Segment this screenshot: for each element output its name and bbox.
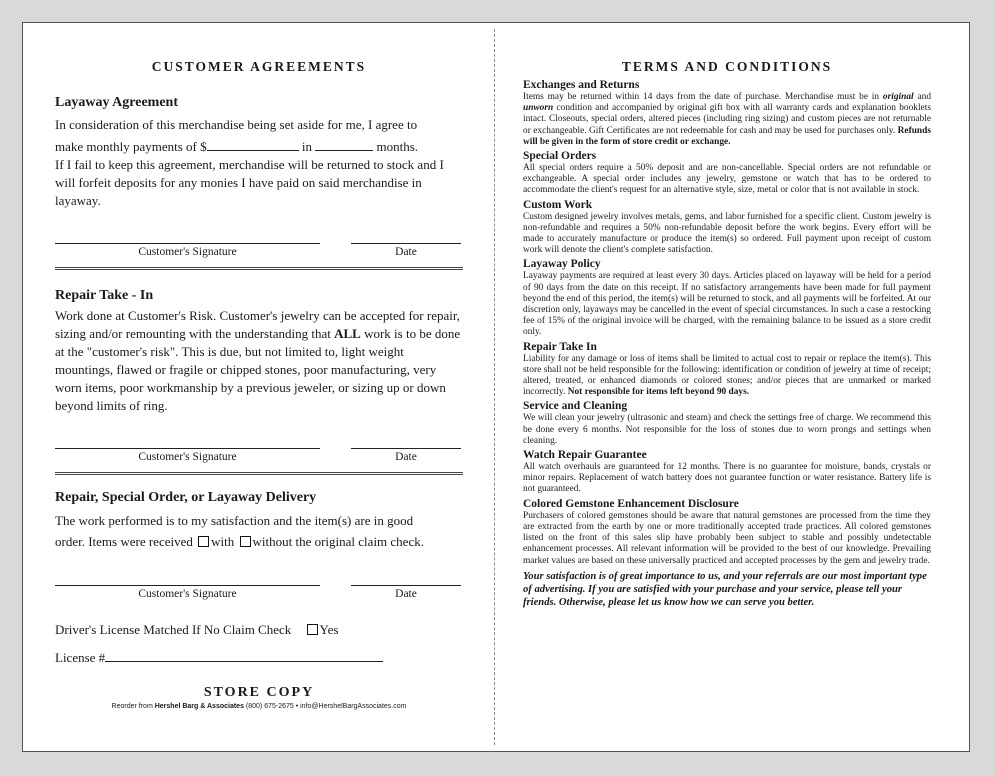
repair-signature-line[interactable] [55,448,320,449]
service-cleaning-section [523,400,931,447]
delivery-signature-row [55,585,463,607]
delivery-heading: Repair, Special Order, or Layaway Delivery [55,490,317,505]
special-orders-section [523,150,931,197]
layaway-agreement-text: In consideration of this merchandise being set aside for me, I agree to make monthly payments of $ in months. If I fail to keep this agreement, merchandise will be returned to stock and I will forfeit deposits for any monies I have paid on said merchandise in layaway. [55,117,444,208]
layaway-signature-row [55,243,463,265]
service-cleaning-heading: Service and Cleaning [523,400,628,413]
terms-and-conditions-column [523,59,931,609]
store-copy-label: STORE COPY [203,685,315,700]
repair-take-in-text: Work done at Customer's Risk. Customer's jewelry can be accepted for repair, sizing and/or remounting with the understanding that ALL work is to be done at the "customer's risk". This is due, but not limited to, light weight mountings, flawed or fragile or chipped stones, poor manufacturing, very worn items, poor workmanship by a previous jeweler, or sizing up or down beyond limits of ring. [55,308,461,413]
custom-work-text: Custom designed jewelry involves metals, gems, and labor furnished for a specific client. Custom jewelry is non-refundable and requires a 50% non-refundable deposit before the work begins. Every effort will be made to accurately manufacture or produce the item(s) so ordered. Full payment upon receipt of custom work will denote the client's complete satisfaction. [523,211,931,256]
date-label: Date [395,588,417,600]
date-label: Date [395,451,417,463]
layaway-date-line[interactable] [351,243,461,244]
repair-take-in-heading: Repair Take - In [55,288,154,303]
layaway-agreement-heading: Layaway Agreement [55,95,178,110]
service-cleaning-text: We will clean your jewelry (ultrasonic and steam) and check the settings free of charge. We recommend this be done every 6 months. Not responsible for the loss of stones due to worn prongs and settings when cleaning. [523,413,931,446]
with-claim-check-checkbox[interactable] [198,536,209,547]
exchanges-heading: Exchanges and Returns [523,79,640,91]
gemstone-disclosure-text: Purchasers of colored gemstones should be aware that natural gemstones are processed from the time they are extracted from the earth by one or more traditionally accepted trade practices. All colored gemstones listed on the front of this sales slip have probably been subject to stable and possibly undetectable enhancement processes. All relevant information will be provided to the best of our knowledge. Prevailing market values are based on these universally practiced and accepted processes by the gem and jewelry trade. [523,510,931,566]
license-number-field[interactable] [105,649,383,662]
layaway-signature-line[interactable] [55,243,320,244]
terms-title: TERMS AND CONDITIONS [621,59,833,74]
repair-date-line[interactable] [351,448,461,449]
gemstone-disclosure-heading: Colored Gemstone Enhancement Disclosure [523,497,739,510]
repair-take-in-terms-heading: Repair Take In [523,340,597,353]
repair-take-in-terms-text: Liability for any damage or loss of items shall be limited to actual cost to repair or replace the item(s). This store shall not be held responsible for the following: identification or condition of jewelry at time of receipt; altered, treated, or enhanced diamonds or colored stones; and/or pieces that are unmarked or marked incorrectly. Not responsible for items left beyond 90 days. [523,353,931,398]
monthly-payment-amount-field[interactable] [207,138,299,151]
signature-label: Customer's Signature [138,246,237,258]
repair-take-in-terms-section [523,341,931,399]
delivery-text: The work performed is to my satisfaction and the item(s) are in good order. Items were received with without the original claim check. [55,513,424,549]
exchanges-text: Items may be returned within 14 days from the date of purchase. Merchandise must be in original and unworn condition and accompanied by original gift box with all warranty cards and explanation booklets intact. Closeouts, special orders, altered pieces (including ring sizing) and custom pieces are not returnable or exchangeable. Gift Certificates are not redeemable for cash and may be used for purchases only. Refunds will be given in the form of store credit or exchange. [523,92,932,147]
closing-statement: Your satisfaction is of great importance to us, and your referrals are our most important type of advertising. If you are satisfied with your purchase and your service, please tell your friends. Otherwise, please let us know how we can serve you better. [523,570,927,608]
form-sheet [22,22,970,752]
license-number-row: License # [55,649,463,667]
date-label: Date [395,246,417,258]
delivery-date-line[interactable] [351,585,461,586]
customer-agreements-title: CUSTOMER AGREEMENTS [151,59,367,74]
without-claim-check-checkbox[interactable] [240,536,251,547]
customer-agreements-column [55,59,463,710]
custom-work-section [523,199,931,257]
layaway-policy-text: Layaway payments are required at least every 30 days. Articles placed on layaway will be held for a period of 90 days from the date on this receipt. If no satisfactory arrangements have been made for full payment beyond the end of this period, the item(s) will be returned to stock, and all payments will be forfeited. At our discretion only, layaways may be cancelled in the event of special circumstances. In such a case a restocking fee of 15% of the original invoice will be charged, with the remaining balance to be issued as a store credit only. [523,271,931,338]
watch-repair-heading: Watch Repair Guarantee [523,449,647,462]
gemstone-disclosure-section [523,498,931,567]
fold-line [494,29,495,745]
repair-signature-row [55,448,463,470]
special-orders-heading: Special Orders [523,150,597,163]
delivery-signature-line[interactable] [55,585,320,586]
drivers-license-row: Driver's License Matched If No Claim Check Yes [55,622,339,637]
exchanges-section [523,79,931,148]
license-matched-checkbox[interactable] [307,624,318,635]
number-of-months-field[interactable] [315,138,373,151]
reorder-line: Reorder from Hershel Barg & Associates (800) 675-2675 • info@HershelBargAssociates.com [111,703,407,710]
layaway-policy-section [523,258,931,338]
watch-repair-section [523,449,931,496]
watch-repair-text: All watch overhauls are guaranteed for 12 months. There is no guarantee for moisture, bands, crystals or minor repairs. Replacement of watch battery does not guarantee function or water resistance. Battery life is not guaranteed. [523,462,931,495]
signature-label: Customer's Signature [138,588,237,600]
special-orders-text: All special orders require a 50% deposit and are non-cancellable. Special orders are not refundable or exchangeable. A special order includes any jewelry, gemstone or watch that has to be ordered to accommodate the client's request for an alternative style, size, metal or color that is not available in stock. [523,163,931,196]
layaway-policy-heading: Layaway Policy [523,258,601,271]
signature-label: Customer's Signature [138,451,237,463]
custom-work-heading: Custom Work [523,198,593,211]
